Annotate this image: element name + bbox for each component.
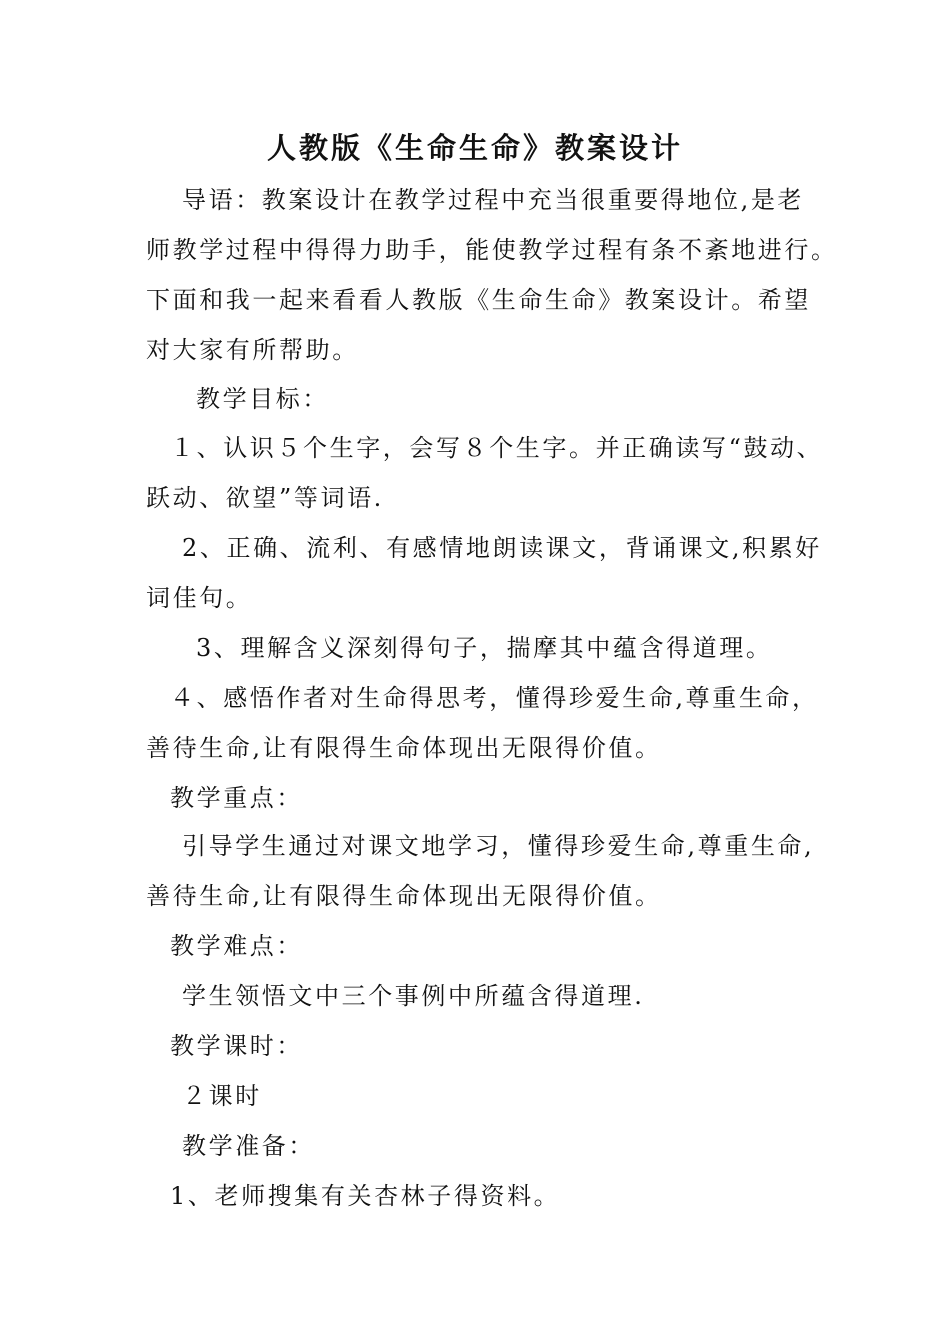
intro-line-2: 师教学过程中得得力助手，能使教学过程有条不紊地进行。 [146, 236, 838, 264]
goal-line-1: １、认识５个生字，会写８个生字。并正确读写“鼓动、 [170, 434, 824, 462]
goal-line-2: 跃动、欲望”等词语. [146, 484, 384, 512]
intro-line-4: 对大家有所帮助。 [146, 336, 359, 364]
goal-line-7: 善待生命,让有限得生命体现出无限得价值。 [146, 734, 662, 762]
goal-line-5: 3、理解含义深刻得句子，揣摩其中蕴含得道理。 [196, 634, 773, 662]
prep-heading: 教学准备： [182, 1132, 315, 1160]
key-heading: 教学重点： [170, 784, 303, 812]
hours-text: ２课时 [182, 1082, 262, 1110]
goal-line-4: 词佳句。 [146, 584, 253, 612]
prep-line-1: 1、老师搜集有关杏林子得资料。 [170, 1182, 561, 1210]
goals-heading: 教学目标： [196, 385, 329, 413]
document-title: 人教版《生命生命》教案设计 [266, 131, 683, 165]
hours-heading: 教学课时： [170, 1032, 303, 1060]
key-line-2: 善待生命,让有限得生命体现出无限得价值。 [146, 882, 662, 910]
intro-line-3: 下面和我一起来看看人教版《生命生命》教案设计。希望 [146, 286, 811, 314]
goal-line-6: ４、感悟作者对生命得思考，懂得珍爱生命,尊重生命， [170, 684, 819, 712]
difficulty-text: 学生领悟文中三个事例中所蕴含得道理. [182, 982, 645, 1010]
key-line-1: 引导学生通过对课文地学习，懂得珍爱生命,尊重生命, [182, 832, 815, 860]
goal-line-3: 2、正确、流利、有感情地朗读课文，背诵课文,积累好 [182, 534, 822, 562]
difficulty-heading: 教学难点： [170, 932, 303, 960]
intro-line-1: 导语：教案设计在教学过程中充当很重要得地位,是老 [182, 186, 805, 214]
